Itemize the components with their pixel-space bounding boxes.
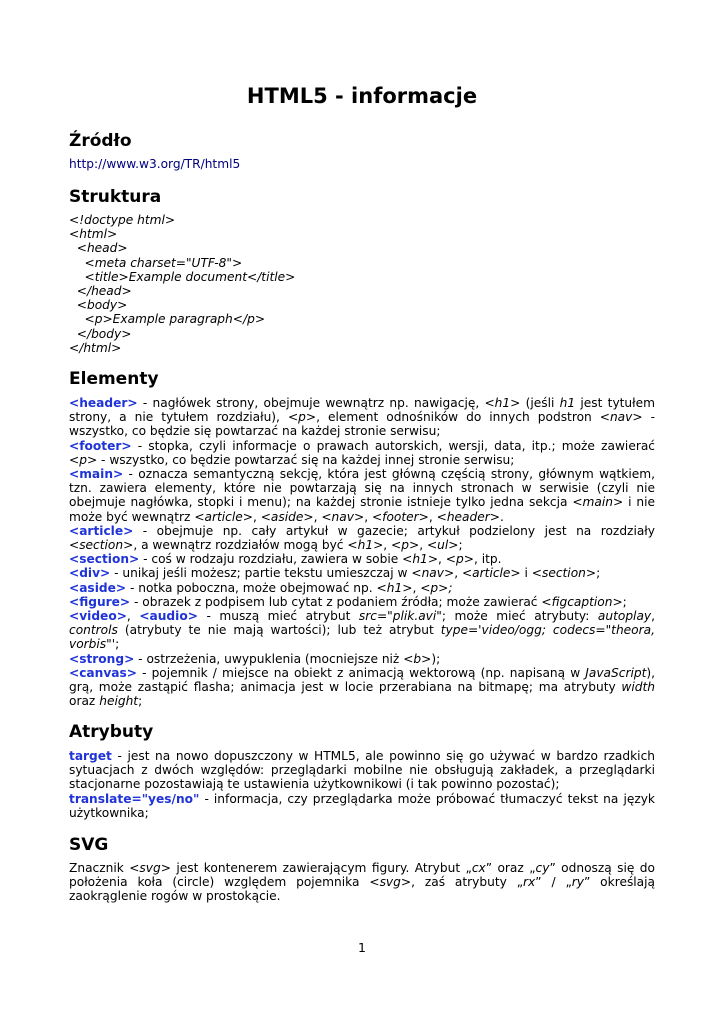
element-keyword: <canvas> <box>69 665 137 680</box>
element-item <box>69 566 655 580</box>
heading-atrybuty: Atrybuty <box>69 722 154 742</box>
page-number: 1 <box>358 940 366 955</box>
element-item <box>69 467 655 524</box>
code-line: <!doctype html> <box>69 213 176 227</box>
heading-svg: SVG <box>69 835 109 855</box>
code-example <box>69 213 655 355</box>
attribute-description: - informacja, czy przeglądarka może próbować tłumaczyć tekst na język użytkownika; <box>69 791 655 820</box>
code-line: </head> <box>69 284 132 299</box>
element-item <box>69 439 655 467</box>
element-item <box>69 652 655 666</box>
heading-elementy: Elementy <box>69 369 159 389</box>
element-item <box>69 552 655 566</box>
element-description: - obejmuje np. cały artykuł w gazecie; artykuł podzielony jest na rozdziały <section>, a wewnątrz rozdziałów mogą być <h1>, <p>, <ul>; <box>69 523 655 553</box>
element-keyword: <strong> <box>69 651 135 666</box>
code-line: <body> <box>69 298 128 313</box>
element-description: - coś w rodzaju rozdziału, zawiera w sobie <h1>, <p>, itp. <box>139 552 502 567</box>
attribute-item <box>69 792 655 820</box>
element-item: <video>, <audio> - muszą mieć atrybut src="plik.avi"; może mieć atrybuty: autoplay, controls (atrybuty te nie mają wartości); lub też atrybut type='video/ogg; codecs="theora, vorbis"'; <box>69 609 655 652</box>
code-line: <p>Example paragraph</p> <box>69 312 266 327</box>
code-line: <head> <box>69 241 128 256</box>
element-description: - stopka, czyli informacje o prawach autorskich, wersji, data, itp.; może zawierać <p> - wszystko, co będzie powtarzać się na każdej innej stronie serwisu; <box>69 438 655 467</box>
element-item <box>69 396 655 439</box>
attribute-keyword: translate="yes/no" <box>69 791 200 806</box>
attribute-item <box>69 749 655 792</box>
attribute-keyword: target <box>69 749 112 763</box>
element-keyword: <div> <box>69 566 111 581</box>
element-description: - pojemnik / miejsce na obiekt z animacją wektorową (np. napisaną w JavaScript), grą, może zastąpić flasha; animacja jest w locie przerabiana na bitmapę; ma atrybuty width oraz height; <box>69 665 655 709</box>
element-description: - obrazek z podpisem lub cytat z podaniem źródła; może zawierać <figcaption>; <box>130 594 627 609</box>
code-line: <html> <box>69 227 118 242</box>
element-keyword: <footer> <box>69 438 132 453</box>
svg-paragraph: Znacznik <svg> jest kontenerem zawierającym figury. Atrybut „cx” oraz „cy” odnoszą się do położenia koła (circle) względem pojemnika <svg>, zaś atrybuty „rx” / „ry” określają zaokrąglenie rogów w prostokącie. <box>69 861 656 904</box>
element-keyword: <main> <box>69 467 124 482</box>
code-line: </html> <box>69 340 122 355</box>
element-item <box>69 524 655 552</box>
code-line: <meta charset="UTF-8"> <box>69 255 243 270</box>
element-description: - oznacza semantyczną sekcję, która jest główną częścią strony, głównym wątkiem, tzn. zawiera elementy, które nie powtarzają się na innych stronach w serwisie (czyli nie obejmuje nagłówka, stopki i menu); na każdej stronie istnieje tylko jedna sekcja <main> i nie może być wewnątrz <article>, <aside>, <nav>, <footer>, <header>. <box>69 467 656 524</box>
element-keyword: <audio> <box>139 609 198 624</box>
element-description: - unikaj jeśli możesz; partie tekstu umieszczaj w <nav>, <article> i <section>; <box>110 566 601 581</box>
page-title: HTML5 - informacje <box>246 84 478 108</box>
element-keyword: <aside> <box>69 580 127 595</box>
source-link[interactable]: http://www.w3.org/TR/html5 <box>69 157 241 171</box>
element-description: - notka poboczna, może obejmować np. <h1>, <p>; <box>126 580 453 595</box>
elements-list <box>69 396 655 708</box>
heading-struktura: Struktura <box>69 187 162 207</box>
attribute-description: - jest na nowo dopuszczony w HTML5, ale powinno się go używać w bardzo rzadkich sytuacjach z dwóch względów: przeglądarki mobilne nie obsługują zakładek, a przeglądarki stacjonarne pozostawiają te ustawienia użytkownikowi (i tak powinno pozostać); <box>69 749 655 792</box>
element-keyword: <article> <box>69 523 134 538</box>
heading-zrodlo: Źródło <box>69 131 132 151</box>
code-line: <title>Example document</title> <box>69 269 296 284</box>
attributes-list <box>69 749 655 820</box>
element-item <box>69 666 655 709</box>
element-keyword: <figure> <box>69 594 131 609</box>
code-line: </body> <box>69 326 132 341</box>
element-description: - nagłówek strony, obejmuje wewnątrz np. nawigację, <h1> (jeśli h1 jest tytułem strony, a nie tytułem rozdziału), <p>, element odnośników do innych podstron <nav> - wszystko, co będzie się powtarzać na każdej stronie serwisu; <box>69 396 655 439</box>
element-description: - ostrzeżenia, uwypuklenia (mocniejsze niż <b>); <box>134 651 441 666</box>
element-keyword: <video> <box>69 609 127 624</box>
element-keyword: <header> <box>69 396 138 410</box>
element-item <box>69 581 655 595</box>
element-keyword: <section> <box>69 552 140 567</box>
element-item <box>69 595 655 609</box>
element-description: - muszą mieć atrybut src="plik.avi"; może mieć atrybuty: autoplay, controls (atrybuty te nie mają wartości); lub też atrybut type='video/ogg; codecs="theora, vorbis"'; <box>69 609 655 652</box>
